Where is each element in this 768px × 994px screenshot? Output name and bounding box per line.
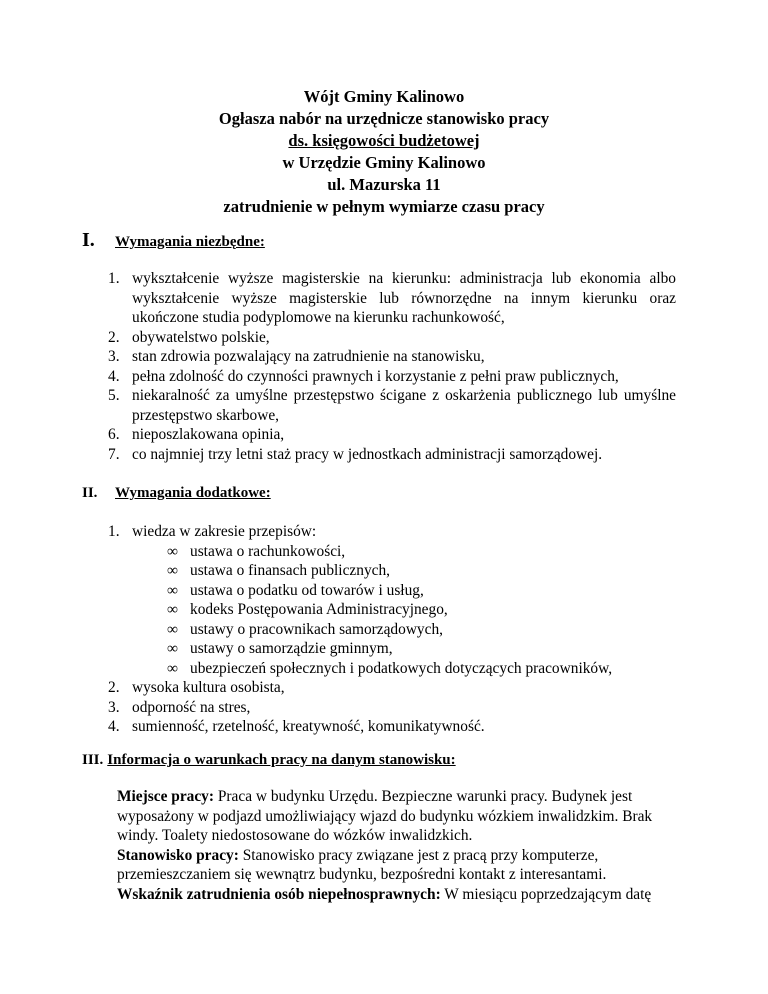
infinity-bullet-icon: ∞ — [167, 542, 178, 560]
additional-list — [108, 522, 676, 737]
list-item: 1. wykształcenie wyższe magisterskie na kierunku: administracja lub ekonomia albo wykształcenie wyższe magisterskie lub równorzędne na innym kierunku oraz ukończone studia podyplomowe na kierunku rachunkowość, — [108, 270, 676, 326]
position-label: Stanowisko pracy: — [117, 846, 239, 864]
list-item: 7. co najmniej trzy letni staż pracy w jednostkach administracji samorządowej. — [108, 445, 603, 463]
section-1-title: Wymagania niezbędne: — [115, 234, 265, 250]
infinity-bullet-icon: ∞ — [167, 620, 178, 638]
bullet-item: ∞ ustawy o pracownikach samorządowych, — [167, 620, 444, 638]
bullet-item: ∞ kodeks Postępowania Administracyjnego, — [167, 601, 448, 618]
workplace-line: Miejsce pracy: Praca w budynku Urzędu. Bezpieczne warunki pracy. Budynek jest — [117, 788, 633, 805]
list-item: 1. wiedza w zakresie przepisów: ∞ ustawa o rachunkowości, ∞ ustawa o finansach publicznych, ∞ ustawa o podatku od towarów i usług, ∞ kodeks Postępowania Administracyjnego, ∞ ustawy o pracownikach samorządowych, ∞ ustawy o samorządzie gminnym, ∞ ubezpieczeń społecznych i podatkowych dotyczących pracowników, — [108, 522, 676, 678]
header-address: ul. Mazurska 11 — [327, 175, 441, 194]
employment-rate-line: Wskaźnik zatrudnienia osób niepełnosprawnych: W miesiącu poprzedzającym datę — [117, 885, 652, 903]
infinity-bullet-icon: ∞ — [167, 581, 178, 599]
header-office: w Urzędzie Gminy Kalinowo — [282, 153, 486, 172]
workplace-line: windy. Toalety niedostosowane do wózków inwalidzkich. — [117, 827, 473, 844]
list-item: 3. stan zdrowia pozwalający na zatrudnienie na stanowisku, — [108, 348, 485, 365]
work-conditions — [117, 787, 677, 904]
header-announcement: Ogłasza nabór na urzędnicze stanowisko pracy — [218, 109, 550, 128]
list-item: 4. pełna zdolność do czynności prawnych i korzystanie z pełni praw publicznych, — [108, 367, 619, 385]
employment-rate-label: Wskaźnik zatrudnienia osób niepełnosprawnych: — [117, 885, 441, 903]
bullet-item: ∞ ustawa o finansach publicznych, — [167, 562, 391, 579]
infinity-bullet-icon: ∞ — [167, 640, 178, 657]
section-2-heading — [82, 484, 271, 502]
list-item: 4. sumienność, rzetelność, kreatywność, komunikatywność. — [108, 718, 485, 735]
workplace-label: Miejsce pracy: — [117, 788, 214, 805]
list-item: 2. wysoka kultura osobista, — [108, 679, 285, 696]
infinity-bullet-icon: ∞ — [167, 659, 178, 677]
bullet-item: ∞ ubezpieczeń społecznych i podatkowych dotyczących pracowników, — [167, 659, 613, 677]
infinity-bullet-icon: ∞ — [167, 601, 178, 618]
section-2-title: Wymagania dodatkowe: — [115, 485, 271, 501]
section-3-number: III. — [82, 752, 104, 768]
list-item: 3. odporność na stres, — [108, 698, 251, 716]
header-authority: Wójt Gminy Kalinowo — [303, 87, 465, 106]
header-position: ds. księgowości budżetowej — [288, 131, 480, 150]
section-3-title: Informacja o warunkach pracy na danym stanowisku: — [107, 752, 456, 768]
position-line: Stanowisko pracy: Stanowisko pracy związane jest z pracą przy komputerze, — [117, 846, 599, 864]
bullet-item: ∞ ustawy o samorządzie gminnym, — [167, 640, 393, 657]
list-item: 5. niekaralność za umyślne przestępstwo ścigane z oskarżenia publicznego lub umyślne przestępstwo skarbowe, — [108, 387, 676, 424]
workplace-line: wyposażony w podjazd umożliwiający wjazd do budynku wózkiem inwalidzkim. Brak — [117, 807, 653, 825]
header-employment-type: zatrudnienie w pełnym wymiarze czasu pracy — [223, 197, 545, 216]
regulations-list — [132, 542, 676, 679]
list-item: 2. obywatelstwo polskie, — [108, 328, 270, 346]
section-1-heading — [82, 229, 265, 252]
required-list — [108, 269, 676, 464]
position-line: przemieszczaniem się wewnątrz budynku, bezpośredni kontakt z interesantami. — [117, 866, 607, 883]
bullet-item: ∞ ustawa o rachunkowości, — [167, 542, 346, 560]
infinity-bullet-icon: ∞ — [167, 562, 178, 579]
section-3-heading — [82, 751, 456, 769]
list-item: 6. nieposzlakowana opinia, — [108, 426, 285, 443]
section-1-number: I. — [82, 229, 95, 251]
announcement-header — [0, 86, 768, 218]
bullet-item: ∞ ustawa o podatku od towarów i usług, — [167, 581, 424, 599]
section-2-number: II. — [82, 485, 98, 501]
